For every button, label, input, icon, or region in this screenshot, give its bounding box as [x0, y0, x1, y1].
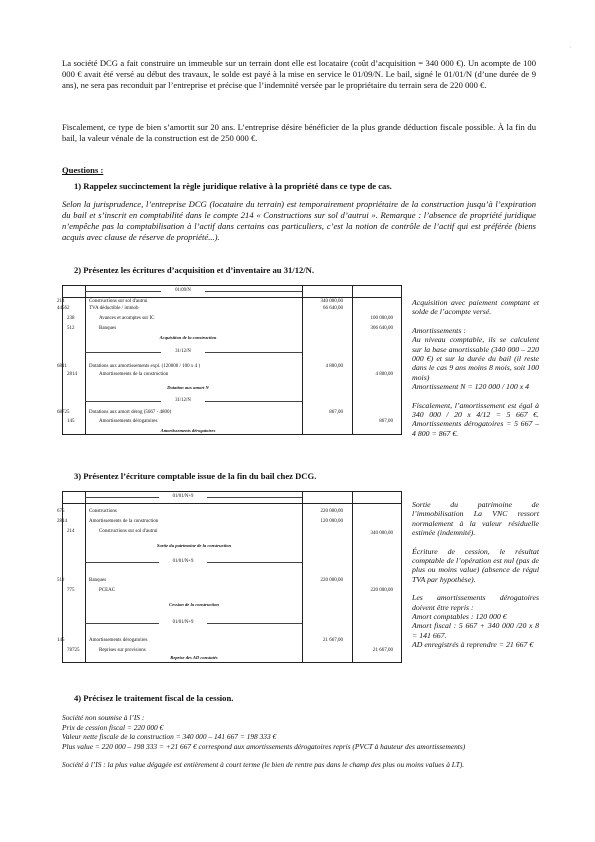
account-512: 512 [67, 326, 75, 331]
q4-line-6: Société à l’IS : la plus value dégagée est entièrement à court terme (le bien de rentre pas dans le champ des plus ou moins values à LT). [62, 760, 465, 770]
amount-340000: 340 000,00 [320, 299, 343, 304]
label-dotations-derog: Dotations aux amort dérog (5667 - 4800) [89, 410, 172, 415]
label-dotations-amort: Dotations aux amortissements expl. (120000 / 100 x 4 ) [89, 364, 201, 369]
account-2814-fin: 2814 [57, 519, 67, 524]
label-amort-derog: Amortissements dérogatoires [99, 419, 158, 424]
q3-title: 3) Présentez l’écriture comptable issue de la fin du bail chez DCG. [74, 471, 317, 481]
date-01-01-n9-3: 01/01/N+9 [172, 620, 194, 625]
q4-line-1: Société non soumise à l’IS : [62, 713, 145, 722]
note-reprise: Les amortissements dérogatoires doivent être repris : Amort comptables : 120 000 € Amort fiscal : 5 667 + 340 000 /20 x 8 = 141 667. AD enregistrés à reprendre = 21 667 € [412, 593, 539, 650]
q2-title: 2) Présentez les écritures d’acquisition et d’inventaire au 31/12/N. [74, 265, 315, 275]
amount-220000-675: 220 000,00 [320, 509, 343, 514]
libelle-dotation: Dotation aux amort N [167, 385, 209, 390]
amount-306640: 306 640,00 [370, 326, 393, 331]
note-acquisition: Acquisition avec paiement comptant et solde de l’acompte versé. [412, 298, 539, 317]
account-145: 145 [67, 419, 75, 424]
label-tva-deductible: TVA déductible / immob [89, 306, 139, 311]
amount-220000-775: 220 000,00 [370, 588, 393, 593]
account-775: 775 [67, 588, 75, 593]
q4-line-3: Valeur nette fiscale de la construction = 340 000 – 141 667 = 198 333 € [62, 732, 277, 742]
corner-mark: . [570, 44, 572, 50]
note-amortissements: Amortissements : Au niveau comptable, ils se calculent sur la base amortissable (340 000 – 220 000 €) et sur la durée du bail (il reste dans le cas 9 ans moins 8 mois, soit 100 mois) Amortissement N = 120 000 / 100 x 4 [412, 325, 539, 392]
q2-notes [412, 298, 539, 447]
q4-title: 4) Précisez le traitement fiscal de la cession. [74, 693, 234, 703]
amount-867-debit: 867,00 [329, 410, 343, 415]
account-214: 214 [57, 299, 65, 304]
account-145-fin: 145 [57, 638, 65, 643]
intro-paragraph-1: La société DCG a fait construire un immeuble sur un terrain dont elle est locataire (coût d’acquisition = 340 000 €). Un acompte de 100 000 € avait été versé au début des travaux, le solde est payé à la mise en service le 01/09/N. Le bail, signé le 01/01/N (d’une durée de 9 ans), ne sera pas reconduit par l’entreprise et précise que l’indemnité versée par le propriétaire du terrain sera de 220 000 €. [62, 58, 536, 90]
label-constructions-sol-autrui-fin: Constructions sur sol d'autrui [99, 529, 158, 534]
date-31-12-n-2: 31/12/N [175, 398, 191, 403]
amount-120000: 120 000,00 [320, 519, 343, 524]
label-constructions-sol-autrui: Constructions sur sol d'autrui [89, 299, 148, 304]
amount-220000-512: 220 000,00 [320, 578, 343, 583]
intro-paragraph-2: Fiscalement, ce type de bien s’amortit sur 20 ans. L’entreprise désire bénéficier de la plus grande déduction fiscale possible. À la fin du bail, la valeur vénale de la construction est de 250 000 €. [62, 122, 536, 143]
q1-title: 1) Rappelez succinctement la règle juridique relative à la propriété dans ce type de cas. [74, 181, 392, 191]
label-banques: Banques [99, 326, 117, 331]
label-banques-fin: Banques [89, 578, 107, 583]
date-31-12-n-1: 31/12/N [175, 349, 191, 354]
q1-answer: Selon la jurisprudence, l’entreprise DCG (locataire du terrain) est temporairement propriétaire de la construction jusqu’à l’expiration du bail et s’inscrit en comptabilité dans le compte 214 « Constructions sur sol d’autrui ». Remarque : l’absence de propriété juridique n’empêche pas la comptabilisation à l’actif dans certains cas particuliers, c’est la notion de contrôle de l’actif qui est préférée (biens acquis avec clause de réserve de propriété...). [62, 199, 536, 242]
account-214-fin: 214 [67, 529, 75, 534]
amount-4800-debit: 4 800,00 [325, 364, 343, 369]
journal-acquisition [57, 285, 402, 435]
account-68725: 68725 [57, 410, 70, 415]
label-constructions: Constructions [89, 509, 117, 514]
account-78725: 78725 [67, 648, 80, 653]
label-pceac: PCEAC [99, 588, 116, 593]
amount-21667-debit: 21 667,00 [323, 638, 343, 643]
account-2814: 2814 [67, 372, 77, 377]
q4-answer [62, 713, 542, 770]
account-675: 675 [57, 509, 65, 514]
note-fiscal: Fiscalement, l’amortissement est égal à 340 000 / 20 x 4/12 = 5 667 €. Amortissements dérogatoires = 5 667 – 4 800 = 867 €. [412, 400, 539, 438]
q4-line-4: Plus value = 220 000 – 198 333 = +21 667 € correspond aux amortissements dérogatoires repris (PVCT à hauteur des amortissements) [62, 741, 466, 751]
q4-line-2: Prix de cession fiscal = 220 000 € [62, 722, 164, 732]
label-avances-acomptes: Avances et acomptes sur IC [99, 316, 155, 321]
journal-fin-bail [57, 491, 402, 663]
label-amort-derog-fin: Amortissements dérogatoires [89, 638, 148, 643]
account-44562: 44562 [57, 306, 70, 311]
amount-340000-credit: 340 000,00 [370, 531, 393, 536]
label-amort-construction: Amortissements de la construction [99, 372, 169, 377]
note-cession: Écriture de cession, le résultat comptable de l’opération est nul (pas de plus ou moins value) (absence de régul TVA par hypothèse). [412, 546, 539, 584]
libelle-cession: Cession de la construction [169, 602, 219, 607]
label-amort-construction-fin: Amortissements de la construction [89, 519, 159, 524]
date-01-09-n: 01/09/N [175, 288, 191, 293]
amount-867-credit: 867,00 [379, 419, 393, 424]
amount-100000: 100 000,00 [370, 316, 393, 321]
date-01-01-n9-1: 01/01/N+9 [172, 494, 194, 499]
amount-21667-credit: 21 667,00 [373, 648, 393, 653]
account-238: 238 [67, 316, 75, 321]
libelle-sortie-patrimoine: Sortie du patrimoine de la construction [156, 543, 232, 548]
libelle-reprise-ad: Reprise des AD constatés [170, 655, 218, 660]
amount-4800-credit: 4 800,00 [375, 372, 393, 377]
questions-heading: Questions : [62, 165, 104, 175]
account-512-fin: 512 [57, 578, 65, 583]
libelle-acquisition: Acquisition de la construction [159, 335, 217, 340]
note-sortie: Sortie du patrimoine de l’immobilisation La VNC ressort normalement à la valeur résiduelle estimée (indemnité). [412, 500, 539, 538]
date-01-01-n9-2: 01/01/N+9 [172, 559, 194, 564]
label-reprises-provisions: Reprises sur provisions [99, 648, 146, 653]
libelle-amort-derog: Amortissements dérogatoires [160, 428, 216, 433]
account-6811: 6811 [57, 364, 67, 369]
q4-spacer [62, 751, 542, 760]
amount-66640: 66 640,00 [323, 306, 343, 311]
q3-notes [412, 500, 539, 659]
